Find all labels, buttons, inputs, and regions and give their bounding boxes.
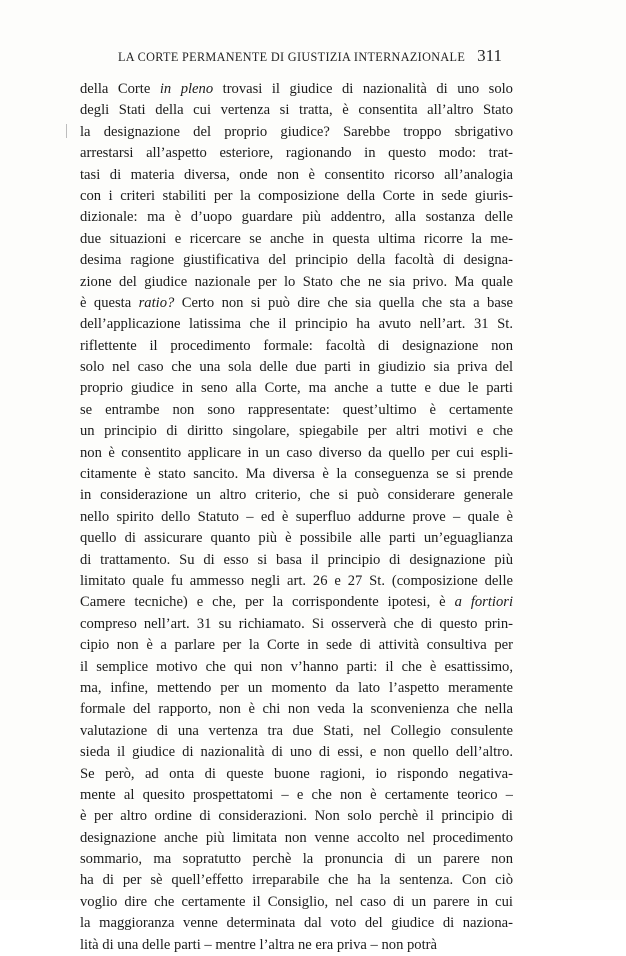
text-segment: Camere tecniche) e che, per la corrispondente ipotesi, è bbox=[80, 594, 455, 611]
text-line bbox=[80, 272, 513, 293]
text-segment: nello spirito dello Statuto – ed è superfluo addurne prove – quale è bbox=[80, 508, 513, 525]
text-segment: limitato quale fu ammesso negli art. 26 e 27 St. (composizione delle bbox=[80, 572, 513, 589]
text-line bbox=[80, 806, 513, 827]
text-line bbox=[80, 336, 513, 357]
text-segment: proprio giudice in seno alla Corte, ma anche a tutte e due le parti bbox=[80, 380, 513, 397]
text-segment: zione del giudice nazionale per lo Stato che ne sia privo. Ma quale bbox=[80, 273, 513, 290]
text-line bbox=[80, 378, 513, 399]
italic-phrase: ratio? bbox=[138, 294, 175, 311]
text-segment: dell’applicazione latissima che il principio ha avuto nell’art. 31 St. bbox=[80, 316, 513, 333]
text-segment: un principio di diritto singolare, spiegabile per altri motivi e che bbox=[80, 423, 513, 440]
text-line bbox=[80, 828, 513, 849]
text-segment: voglio dire che certamente il Consiglio, nel caso di un parere in cui bbox=[80, 893, 513, 910]
text-segment: non è consentito applicare in un caso diverso da quello per cui espli- bbox=[80, 444, 513, 461]
text-segment: Certo non si può dire che sia quella che sta a base bbox=[174, 294, 513, 311]
text-segment: cipio non è a parlare per la Corte in sede di attività consultiva per bbox=[80, 637, 513, 654]
text-line bbox=[80, 79, 513, 100]
text-segment: la designazione del proprio giudice? Sarebbe troppo sbrigativo bbox=[80, 123, 513, 140]
text-segment: della Corte bbox=[80, 81, 160, 97]
page-number: 311 bbox=[477, 46, 502, 65]
text-segment: quello di assicurare quanto più è possibile alle parti un’eguaglianza bbox=[80, 530, 513, 547]
text-segment: trovasi il giudice di nazionalità di uno solo bbox=[213, 81, 513, 97]
text-segment: riflettente il procedimento formale: facoltà di designazione non bbox=[80, 337, 513, 354]
text-line bbox=[80, 870, 513, 891]
text-segment: di trattamento. Su di esso si basa il principio di designazione più bbox=[80, 551, 513, 568]
text-segment: sommario, ma sopratutto perchè la pronuncia di un parere non bbox=[80, 851, 513, 868]
text-segment: solo nel caso che una sola delle due parti in giudizio sia priva del bbox=[80, 359, 513, 376]
text-segment: è questa bbox=[80, 294, 139, 311]
text-segment: compreso nell’art. 31 su richiamato. Si osserverà che di questo prin- bbox=[80, 615, 513, 632]
text-line bbox=[80, 678, 513, 699]
text-line bbox=[80, 657, 513, 678]
text-segment: con i criteri stabiliti per la composizione della Corte in sede giuris- bbox=[80, 187, 513, 204]
text-segment: in considerazione un altro criterio, che si può considerare generale bbox=[80, 487, 513, 504]
text-line bbox=[80, 571, 513, 592]
text-segment: tasi di materia diversa, onde non è consentito ricorso all’analogia bbox=[80, 166, 513, 183]
text-segment: ma, infine, mettendo per un momento da lato l’aspetto meramente bbox=[80, 679, 513, 696]
text-line bbox=[80, 550, 513, 571]
italic-phrase: in pleno bbox=[159, 81, 214, 97]
text-segment: arrestarsi all’aspetto esteriore, ragionando in questo modo: trat- bbox=[80, 145, 513, 162]
text-segment: è per altro ordine di considerazioni. Non solo perchè il principio di bbox=[80, 808, 513, 825]
text-segment: due situazioni e ricercare se anche in questa ultima ricorre la me- bbox=[80, 230, 513, 247]
text-segment: formale del rapporto, non è chi non veda la sconvenienza che nella bbox=[80, 701, 513, 718]
text-line bbox=[80, 143, 513, 164]
text-line bbox=[80, 314, 513, 335]
text-line bbox=[80, 229, 513, 250]
margin-mark bbox=[66, 124, 67, 138]
text-line bbox=[80, 485, 513, 506]
text-line bbox=[80, 849, 513, 870]
text-line bbox=[80, 250, 513, 271]
text-segment: citamente è stato sancito. Ma diversa è la conseguenza se si prende bbox=[80, 466, 513, 483]
text-line bbox=[80, 122, 513, 143]
text-segment: se entrambe non sono rappresentate: quest’ultimo è certamente bbox=[80, 401, 513, 418]
text-line bbox=[80, 721, 513, 742]
body-text bbox=[80, 79, 513, 956]
text-line bbox=[80, 293, 513, 314]
text-line bbox=[80, 421, 513, 442]
text-line bbox=[80, 913, 513, 934]
text-segment: ha di per sè quell’effetto irreparabile che ha la sentenza. Con ciò bbox=[80, 872, 513, 889]
text-line bbox=[80, 742, 513, 763]
text-line bbox=[80, 357, 513, 378]
text-segment: degli Stati della cui vertenza si tratta, è consentita all’altro Stato bbox=[80, 102, 513, 119]
text-segment: mente al quesito prospettatomi – e che non è certamente teorico – bbox=[80, 786, 513, 803]
text-line bbox=[80, 892, 513, 913]
text-line bbox=[80, 785, 513, 806]
text-line bbox=[80, 764, 513, 785]
text-line bbox=[80, 528, 513, 549]
text-segment: lità di una delle parti – mentre l’altra ne era priva – non potrà bbox=[80, 936, 437, 953]
text-line bbox=[80, 443, 513, 464]
text-segment: Se però, ad onta di queste buone ragioni, io rispondo negativa- bbox=[80, 765, 513, 782]
text-line bbox=[80, 507, 513, 528]
text-segment: sieda il giudice di nazionalità di uno di essi, e non quello dell’altro. bbox=[80, 744, 513, 761]
page-header bbox=[118, 46, 502, 72]
text-line bbox=[80, 592, 513, 613]
text-segment: desima ragione giustificativa del principio della facoltà di designa- bbox=[80, 252, 513, 269]
text-line bbox=[80, 165, 513, 186]
text-line bbox=[80, 186, 513, 207]
running-head: LA CORTE PERMANENTE DI GIUSTIZIA INTERNAZIONALE bbox=[118, 50, 466, 64]
text-line bbox=[80, 614, 513, 635]
text-segment: dizionale: ma è d’uopo guardare più addentro, alla sostanza delle bbox=[80, 209, 513, 226]
text-segment: il semplice motivo che qui non v’hanno parti: il che è esattissimo, bbox=[80, 658, 513, 675]
text-segment: valutazione di una vertenza tra due Stati, nel Collegio consulente bbox=[80, 722, 513, 739]
text-line bbox=[80, 464, 513, 485]
italic-phrase: a fortiori bbox=[454, 594, 513, 611]
text-segment: designazione anche più limitata non venne accolto nel procedimento bbox=[80, 829, 513, 846]
text-line bbox=[80, 100, 513, 121]
text-segment: la maggioranza venne determinata dal voto del giudice di naziona- bbox=[80, 915, 513, 932]
text-line bbox=[80, 635, 513, 656]
text-line bbox=[80, 207, 513, 228]
text-line bbox=[80, 935, 513, 956]
text-line bbox=[80, 699, 513, 720]
text-line bbox=[80, 400, 513, 421]
